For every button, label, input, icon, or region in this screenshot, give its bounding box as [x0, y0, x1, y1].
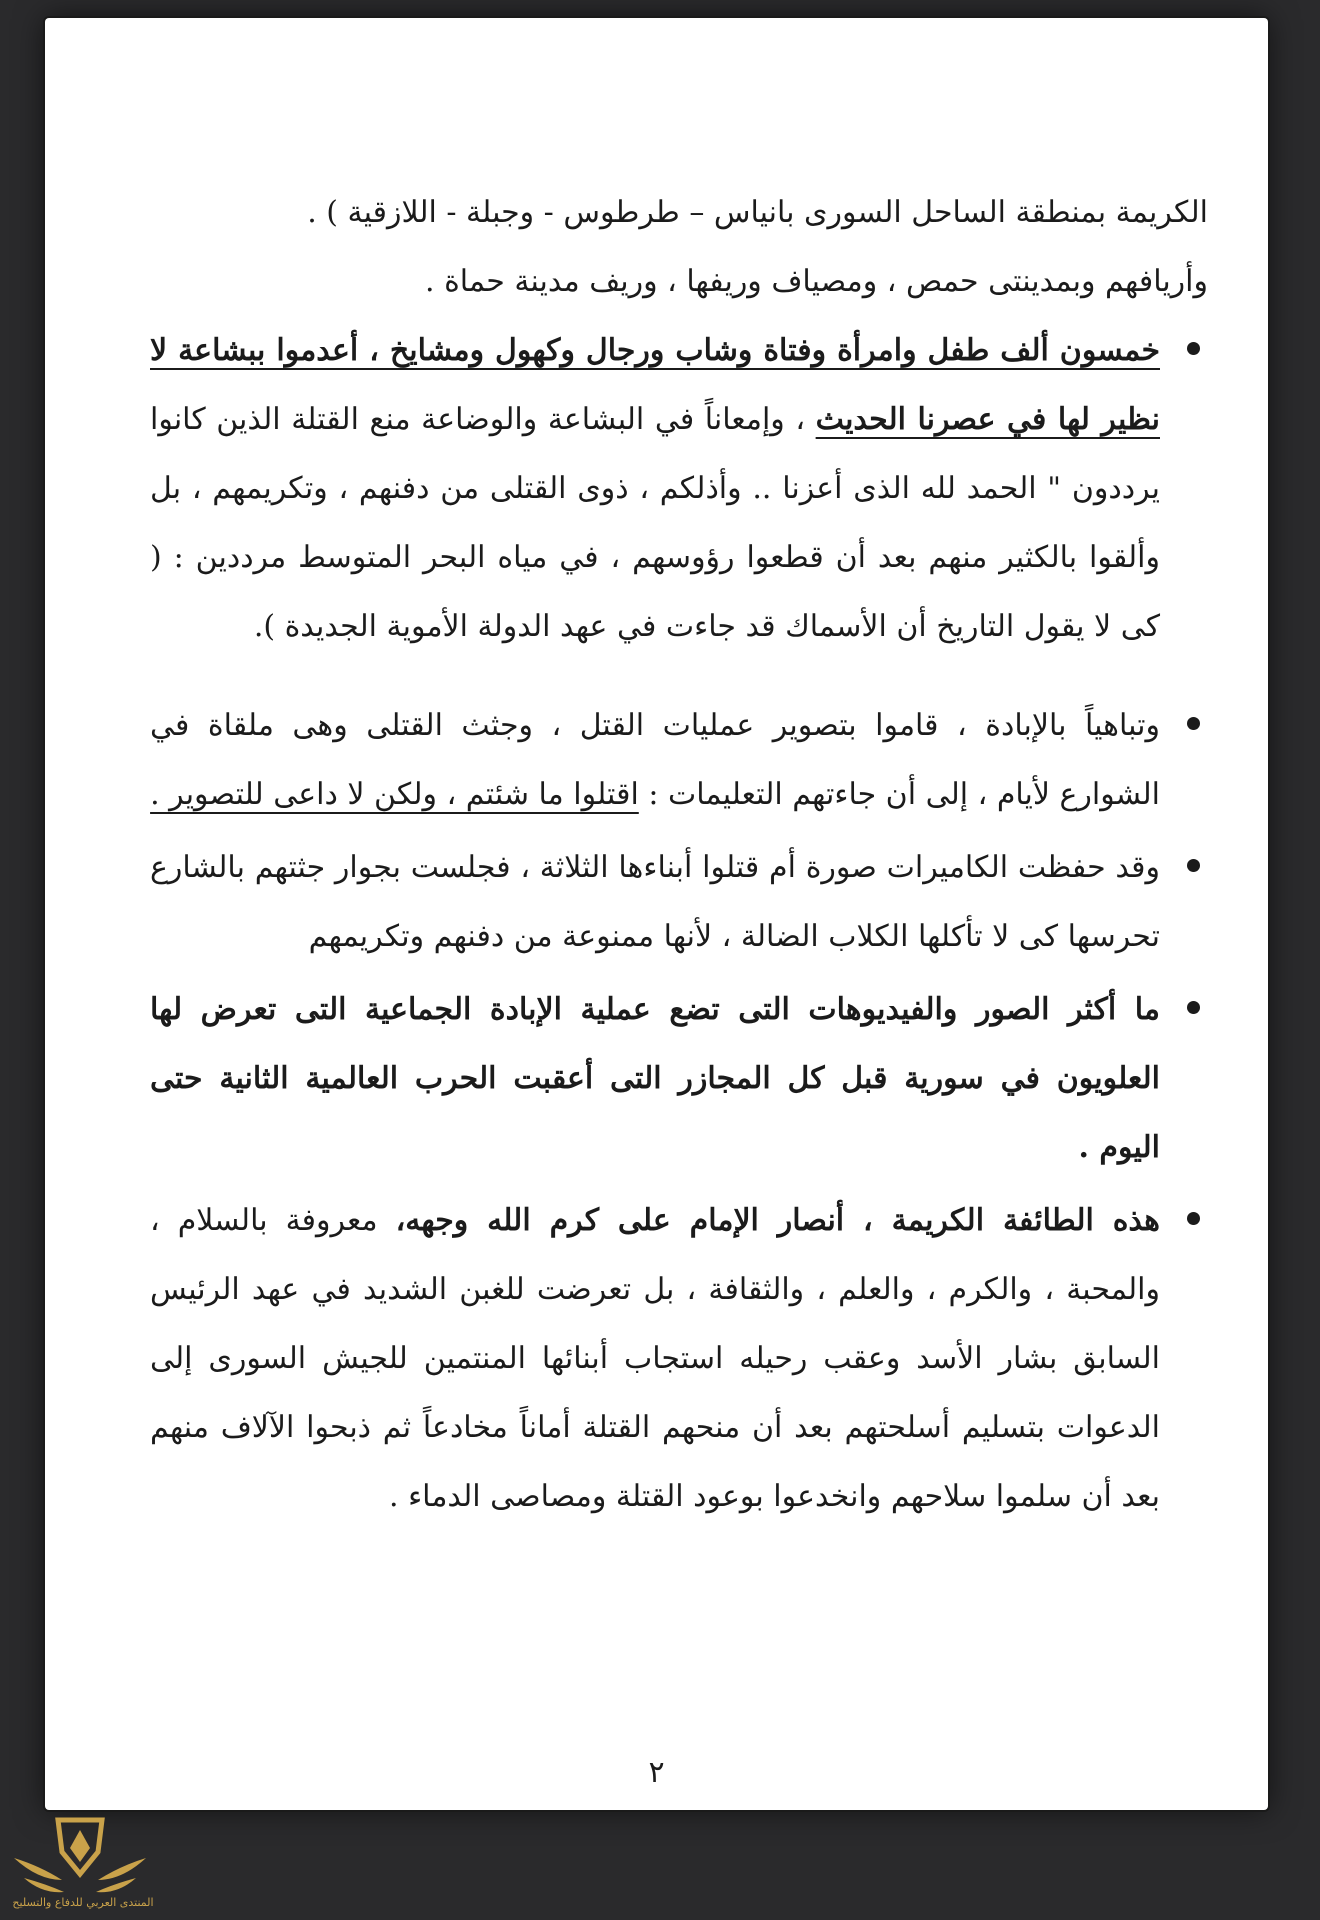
watermark-text: المنتدى العربي للدفاع والتسليح [12, 1896, 154, 1909]
bullet-item [150, 691, 1208, 829]
document-page [45, 18, 1268, 1810]
bullet-icon [1187, 859, 1200, 872]
bullet-4-text: ما أكثر الصور والفيديوهات التى تضع عملية الإبادة الجماعية التى تعرض لها العلويون في سورية قبل كل المجازر التى أعقبت الحرب العالمية الثانية حتى اليوم . [150, 992, 1160, 1165]
bullet-2-text: وتباهياً بالإبادة ، قاموا بتصوير عمليات القتل ، وجثث القتلى وهى ملقاة في الشوارع لأيام ، إلى أن جاءتهم التعليمات : [150, 708, 1160, 812]
bullet-5-text: معروفة بالسلام ، والمحبة ، والكرم ، والعلم ، والثقافة ، بل تعرضت للغبن الشديد في عهد الرئيس السابق بشار الأسد وعقب رحيله استجاب أبنائها المنتمين للجيش السورى إلى الدعوات بتسليم أسلحتهم بعد أن منحهم القتلة أماناً مخادعاً ثم ذبحوا الآلاف منهم بعد أن سلموا سلاحهم وانخدعوا بوعود القتلة ومصاصى الدماء . [150, 1203, 1160, 1514]
intro-lines [150, 178, 1208, 316]
intro-line-1: الكريمة بمنطقة الساحل السورى بانياس – طرطوس - وجبلة - اللازقية ) . [307, 195, 1208, 230]
intro-line-2: وأريافهم وبمدينتى حمص ، ومصياف وريفها ، وريف مدينة حماة . [425, 264, 1208, 299]
bullet-icon [1187, 342, 1200, 355]
bullet-2-underlined: اقتلوا ما شئتم ، ولكن لا داعى للتصوير . [150, 777, 639, 812]
bullet-icon [1187, 1212, 1200, 1225]
bullet-1-emphasis: خمسون ألف طفل وامرأة وفتاة وشاب ورجال وكهول ومشايخ ، أعدموا ببشاعة لا نظير لها في عصرنا الحديث [150, 333, 1160, 437]
bullet-icon [1187, 1001, 1200, 1014]
bullet-item [150, 316, 1208, 661]
bullet-3-text: وقد حفظت الكاميرات صورة أم قتلوا أبناءها الثلاثة ، فجلست بجوار جثتهم بالشارع تحرسها كى لا تأكلها الكلاب الضالة ، لأنها ممنوعة من دفنهم وتكريمهم [150, 850, 1160, 954]
page-number: ٢ [648, 1755, 665, 1790]
bullet-1-text: ، وإمعاناً في البشاعة والوضاعة منع القتلة الذين كانوا يرددون " الحمد لله الذى أعزنا .. وأذلكم ، ذوى القتلى من دفنهم ، وتكريمهم ، بل وألقوا بالكثير منهم بعد أن قطعوا رؤوسهم ، في مياه البحر المتوسط مرددين : ( كى لا يقول التاريخ أن الأسماك قد جاءت في عهد الدولة الأموية الجديدة ). [150, 402, 1160, 644]
bullet-item [150, 833, 1208, 971]
bullet-item [150, 1186, 1208, 1531]
bullet-item [150, 975, 1208, 1182]
document-body [150, 178, 1208, 1531]
bullet-list [150, 316, 1208, 1531]
bullet-icon [1187, 717, 1200, 730]
bullet-5-emphasis: هذه الطائفة الكريمة ، أنصار الإمام على كرم الله وجهه، [395, 1203, 1160, 1238]
